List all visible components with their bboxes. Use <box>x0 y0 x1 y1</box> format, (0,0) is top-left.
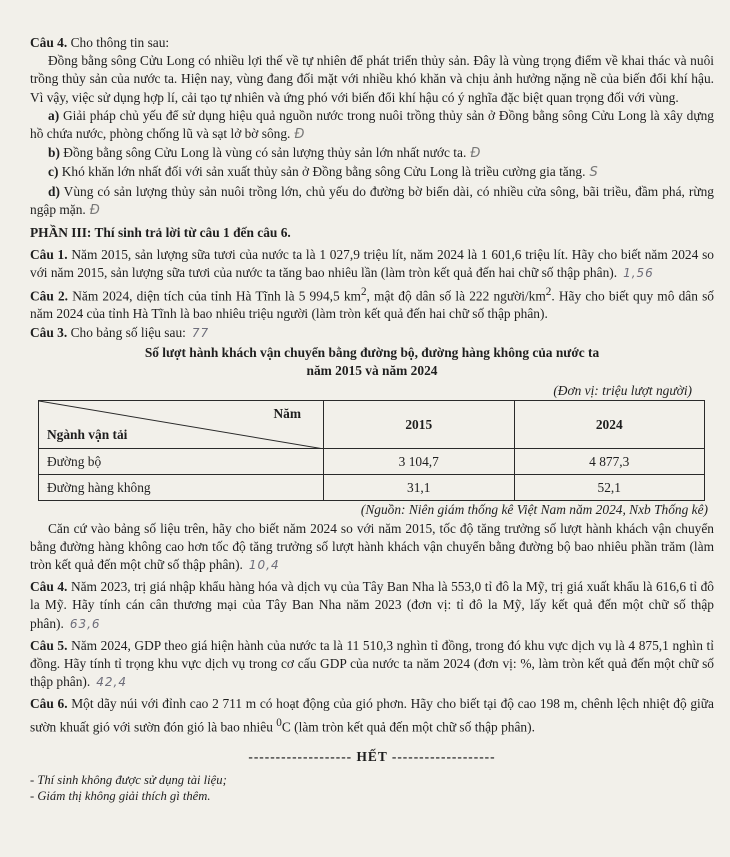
option-d: d) Vùng có sản lượng thủy sản nuôi trồng lớn, chủ yếu do đường bờ biển dài, có nhiều cửa sông, bãi triều, đầm phá, rừng ngập mặn. Đ <box>30 183 714 218</box>
table-row <box>39 475 705 501</box>
option-a: a) Giải pháp chủ yếu để sử dụng hiệu quả nguồn nước trong nuôi trồng thủy sản ở Đồng bằng sông Cửu Long là xây dựng hồ chứa nước, phòng chống lũ và sạt lở bờ sông. Đ <box>30 107 714 143</box>
table-cell: 3 104,7 <box>324 449 515 475</box>
question-3: Câu 3. Cho bảng số liệu sau: 77 <box>30 324 210 340</box>
question-3-text: Căn cứ vào bảng số liệu trên, hãy cho biết năm 2024 so với năm 2015, tốc độ tăng trưởng số lượt hành khách vận chuyển bằng đường hàng không cao hơn tốc độ tăng trưởng số lượt hành khách vận chuyển bằng đường bộ bao nhiêu phần trăm (làm tròn kết quả đến một chữ số thập phân). 10,4 <box>30 520 714 572</box>
handwritten-mark: Đ <box>470 146 481 162</box>
handwritten-answer: 10,4 <box>248 557 280 572</box>
end-marker: ------------------- HẾT ------------------- <box>248 749 496 765</box>
cau4-intro: Câu 4. Cho thông tin sau: <box>30 35 170 50</box>
table-column-header: 2024 <box>514 401 705 449</box>
table-row <box>39 449 705 475</box>
question-5: Câu 5. Năm 2024, GDP theo giá hiện hành của nước ta là 11 510,3 nghìn tỉ đồng, trong đó khu vực dịch vụ là 4 875,1 nghìn tỉ đồng. Hãy tính tỉ trọng khu vực dịch vụ trong cơ cấu GDP của nước ta năm 2024 (đơn vị: %, làm tròn kết quả đến một chữ số thập phân). 42,4 <box>30 637 714 690</box>
handwritten-mark: S <box>589 165 598 181</box>
data-table <box>38 400 705 501</box>
table-row-label: Đường hàng không <box>39 475 324 501</box>
table-column-header: 2015 <box>324 401 515 449</box>
table-header-row <box>39 401 705 449</box>
table-cell: 4 877,3 <box>514 449 705 475</box>
cau4-passage: Đồng bằng sông Cửu Long có nhiều lợi thế về tự nhiên để phát triển thủy sản. Đây là vùng trọng điểm về khai thác và nuôi trồng thủy sản của nước ta. Hiện nay, vùng đang đối mặt với nhiều khó khăn và chịu ảnh hưởng nặng nề của biến đổi khí hậu. Vì vậy, việc sử dụng hợp lí, cải tạo tự nhiên và ứng phó với biến đổi khí hậu có ý nghĩa đặc biệt quan trọng đối với vùng. <box>30 53 714 105</box>
table-unit: (Đơn vị: triệu lượt người) <box>553 383 692 399</box>
handwritten-mark: Đ <box>89 202 100 218</box>
option-c: c) Khó khăn lớn nhất đối với sản xuất thủy sản ở Đồng bằng sông Cửu Long là triều cường gia tăng. S <box>48 164 598 181</box>
table-source: (Nguồn: Niên giám thống kê Việt Nam năm 2024, Nxb Thống kê) <box>360 502 708 518</box>
handwritten-answer: 77 <box>191 325 210 340</box>
option-b: b) Đồng bằng sông Cửu Long là vùng có sản lượng thủy sản lớn nhất nước ta. Đ <box>48 145 481 162</box>
table-cell: 52,1 <box>514 475 705 501</box>
table-cell: 31,1 <box>324 475 515 501</box>
handwritten-answer: 1,56 <box>623 266 654 281</box>
table-title: Số lượt hành khách vận chuyển bằng đường bộ, đường hàng không của nước ta năm 2015 và năm 2024 <box>144 344 600 378</box>
footer-note: - Thí sinh không được sử dụng tài liệu; <box>30 773 227 788</box>
handwritten-answer: 63,6 <box>69 616 101 631</box>
question-2: Câu 2. Năm 2024, diện tích của tỉnh Hà Tĩnh là 5 994,5 $km^2$, mật độ dân số là 222 người/$km^2$. Hãy cho biết quy mô dân số năm 2024 của tỉnh Hà Tĩnh là bao nhiêu triệu người (làm tròn kết quả đến hai chữ số thập phân). <box>30 285 714 322</box>
handwritten-answer: 42,4 <box>96 675 127 690</box>
table-corner-cell: Năm Ngành vận tải <box>39 401 324 449</box>
part3-heading: PHẦN III: Thí sinh trả lời từ câu 1 đến câu 6. <box>30 225 291 241</box>
footer-note: - Giám thị không giải thích gì thêm. <box>30 789 211 804</box>
table-row-label: Đường bộ <box>39 449 324 475</box>
handwritten-mark: Đ <box>294 127 305 143</box>
question-1: Câu 1. Năm 2015, sản lượng sữa tươi của nước ta là 1 027,9 triệu lít, năm 2024 là 1 601,6 triệu lít. Hãy cho biết năm 2024 so với năm 2015, sản lượng sữa tươi của nước ta tăng bao nhiêu lần (làm tròn kết quả đến hai chữ số thập phân). 1,56 <box>30 247 714 281</box>
question-6: Câu 6. Một dãy núi với đỉnh cao 2 711 m có hoạt động của gió phơn. Hãy cho biết tại độ cao 198 m, chênh lệch nhiệt độ giữa sườn khuất gió với sườn đón gió là bao nhiêu $^0$C (làm tròn kết quả đến một chữ số thập phân). <box>30 696 714 735</box>
footer-notes <box>30 772 714 804</box>
question-4: Câu 4. Năm 2023, trị giá nhập khẩu hàng hóa và dịch vụ của Tây Ban Nha là 553,0 tỉ đô la Mỹ, trị giá xuất khẩu là 616,6 tỉ đô la Mỹ. Hãy tính cán cân thương mại của Tây Ban Nha năm 2023 (đơn vị: tỉ đô la Mỹ, lấy kết quả đến một chữ số thập phân). 63,6 <box>30 579 714 631</box>
